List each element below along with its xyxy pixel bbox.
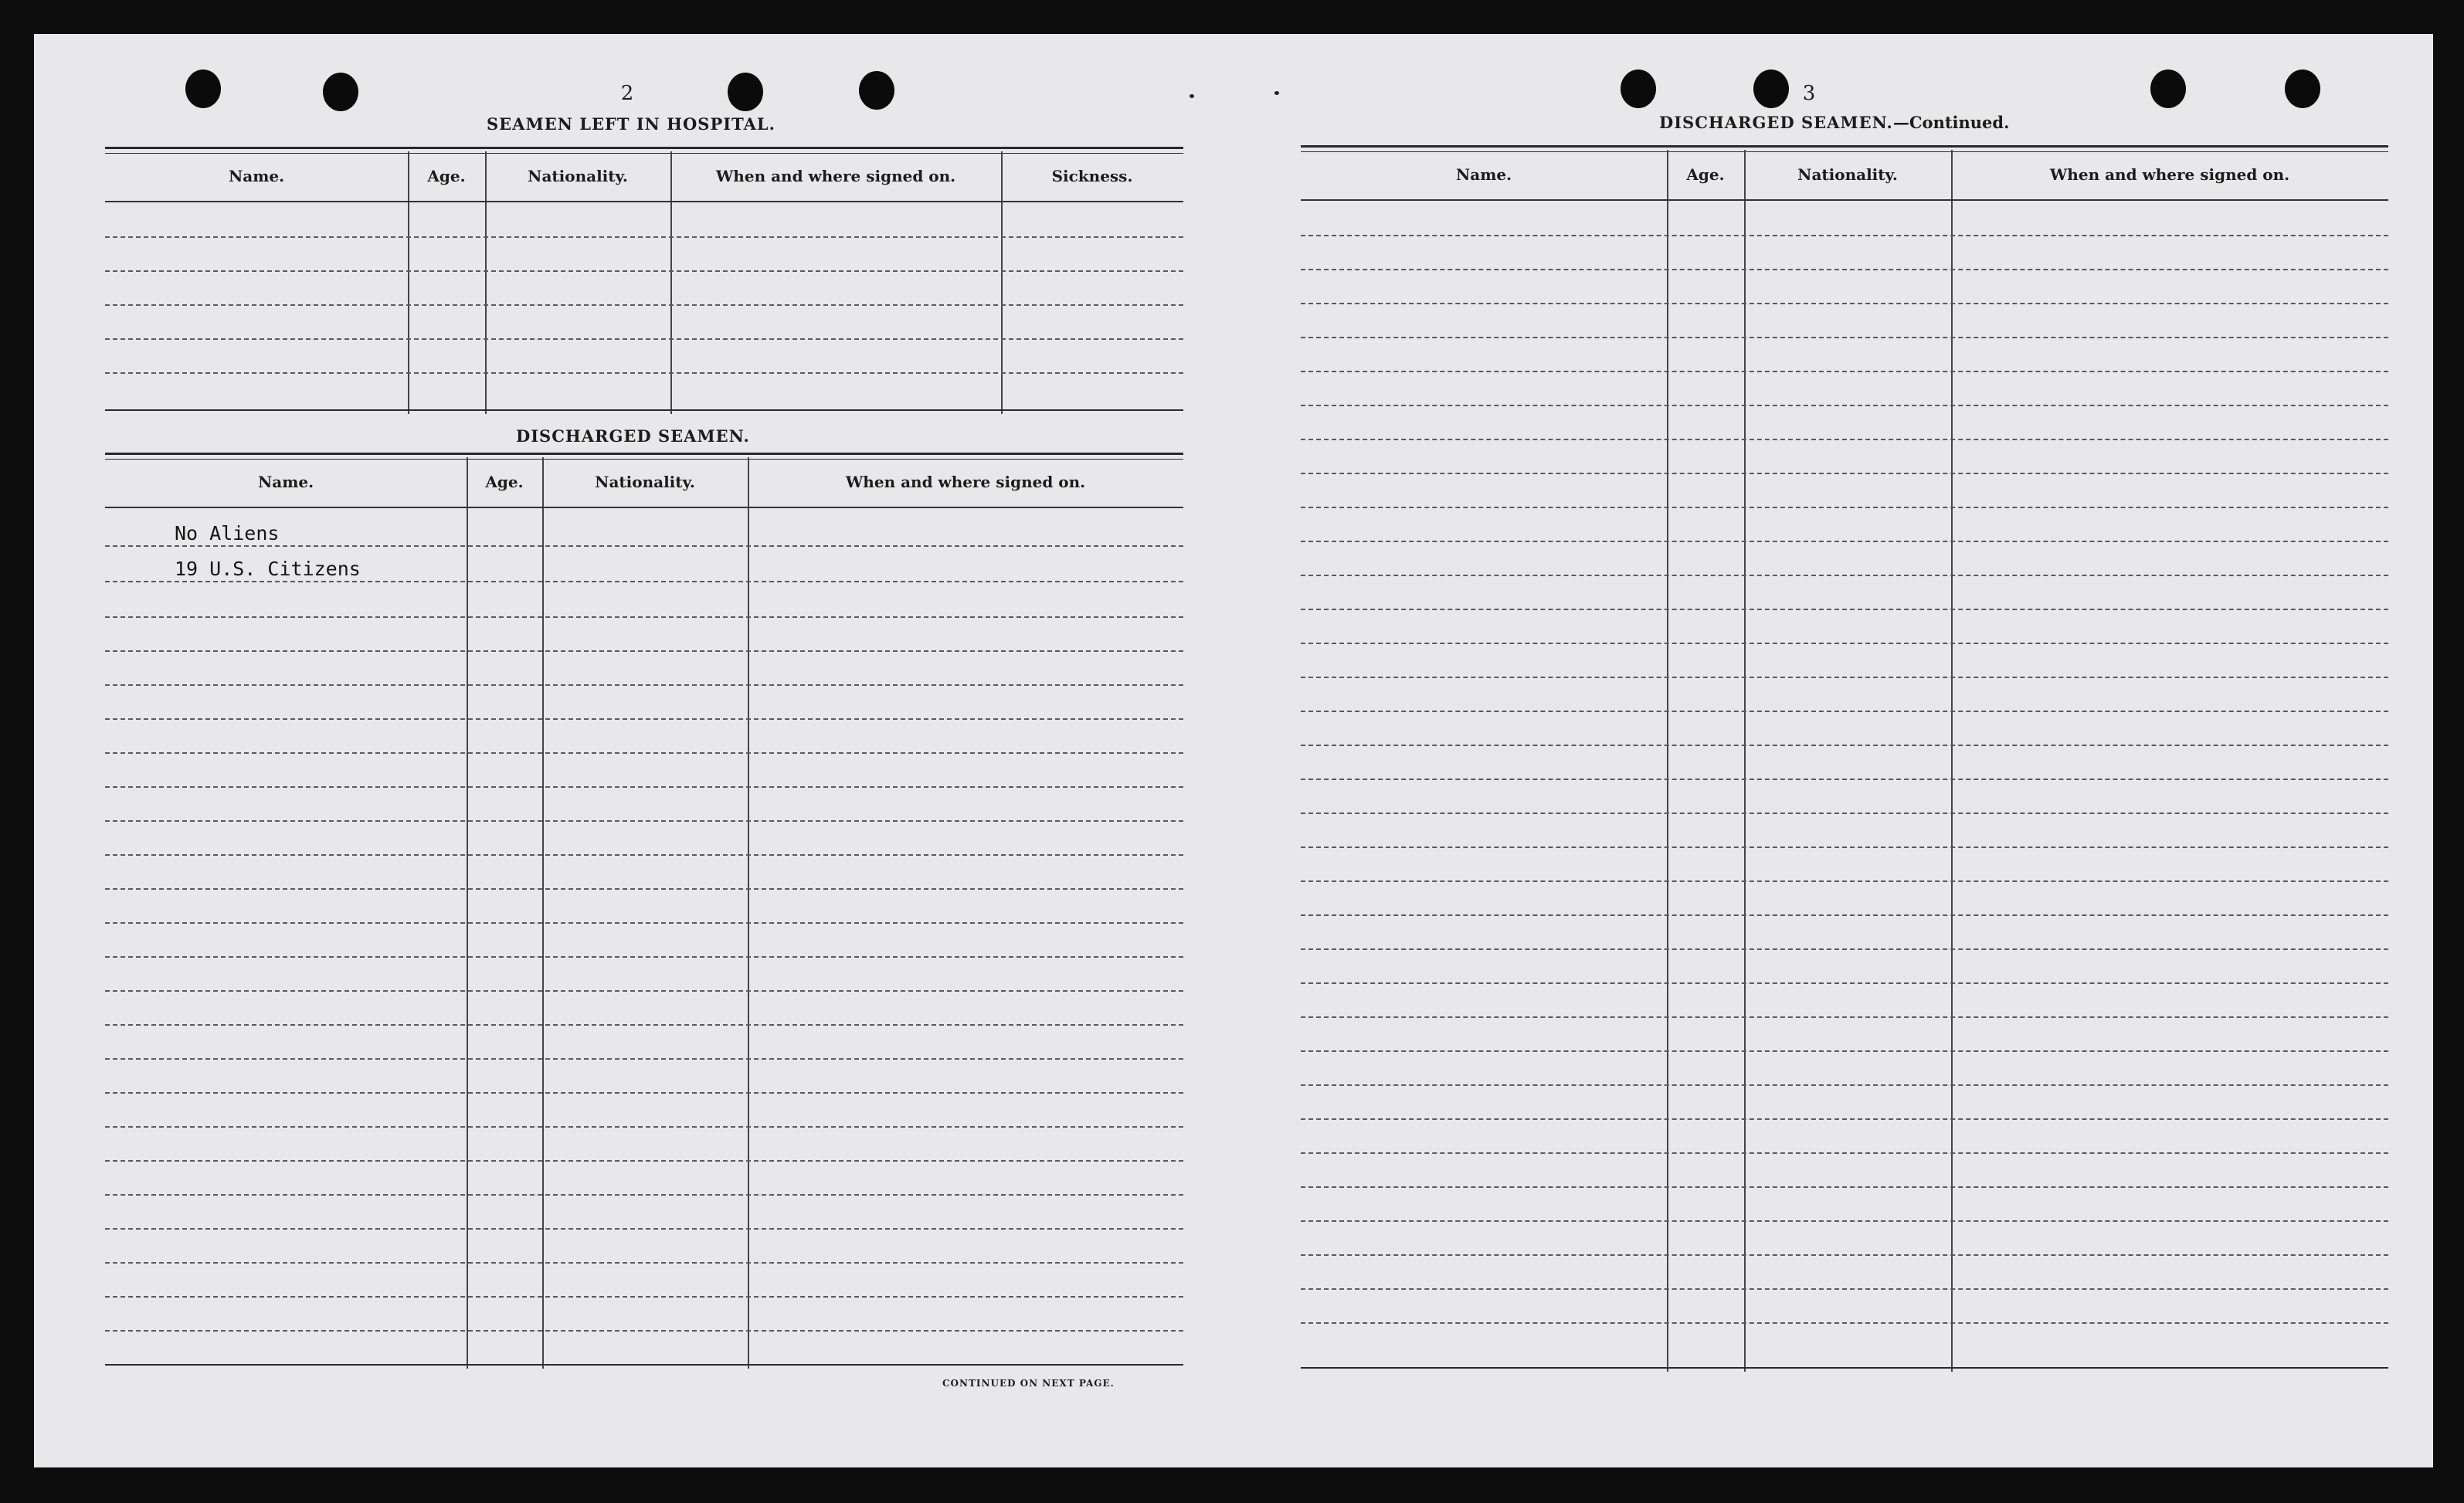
row-line — [105, 1194, 1183, 1196]
row-line — [1301, 1084, 2388, 1086]
row-line — [105, 1126, 1183, 1128]
column-divider — [542, 457, 544, 1369]
row-line — [1301, 677, 2388, 678]
row-line — [105, 616, 1183, 618]
column-header-name: Name. — [228, 167, 285, 185]
row-line — [1301, 439, 2388, 440]
column-header-sickness: Sickness. — [1051, 167, 1133, 185]
header-rule — [105, 507, 1183, 508]
row-line — [105, 854, 1183, 856]
header-rule — [1301, 199, 2388, 201]
page-number-left: 2 — [620, 82, 634, 105]
row-line — [105, 650, 1183, 652]
row-line — [1301, 1186, 2388, 1188]
row-line — [1301, 473, 2388, 474]
row-line — [105, 956, 1183, 958]
row-line — [1301, 337, 2388, 338]
row-line — [1301, 914, 2388, 916]
column-header-name: Name. — [1455, 165, 1512, 184]
row-line — [1301, 745, 2388, 746]
row-line — [105, 581, 1183, 582]
column-header-signed-on: When and where signed on. — [2049, 165, 2290, 184]
row-line — [1301, 269, 2388, 270]
hospital-section-title: SEAMEN LEFT IN HOSPITAL. — [487, 114, 776, 134]
row-line — [105, 922, 1183, 924]
row-line — [1301, 1016, 2388, 1018]
column-divider — [467, 457, 468, 1369]
column-header-signed-on: When and where signed on. — [715, 167, 956, 185]
typed-entry: 19 U.S. Citizens — [175, 558, 361, 580]
page-number-right: 3 — [1802, 82, 1816, 105]
punch-hole — [2285, 70, 2320, 108]
row-line — [1301, 235, 2388, 236]
column-divider — [485, 151, 487, 414]
row-line — [1301, 880, 2388, 882]
row-line — [1301, 1050, 2388, 1052]
row-line — [105, 372, 1183, 374]
row-line — [105, 1160, 1183, 1162]
row-line — [1301, 1220, 2388, 1222]
punch-hole — [859, 71, 894, 110]
row-line — [1301, 1288, 2388, 1290]
row-line — [105, 786, 1183, 788]
header-rule — [105, 201, 1183, 202]
row-line — [1301, 711, 2388, 712]
row-line — [105, 270, 1183, 272]
row-line — [105, 684, 1183, 686]
discharged-continued-title-suffix: —Continued. — [1892, 113, 2010, 132]
punch-hole — [728, 73, 763, 111]
column-divider — [1001, 151, 1003, 414]
column-divider — [1667, 150, 1668, 1372]
row-line — [105, 1228, 1183, 1230]
row-line — [1301, 982, 2388, 984]
column-header-nationality: Nationality. — [1797, 165, 1898, 184]
column-divider — [1951, 150, 1953, 1372]
column-header-age: Age. — [1686, 165, 1725, 184]
punch-hole — [2150, 70, 2186, 108]
row-line — [1301, 1254, 2388, 1256]
typed-entry: No Aliens — [175, 522, 280, 545]
column-divider — [408, 151, 409, 414]
column-header-signed-on: When and where signed on. — [845, 473, 1086, 491]
speck — [1190, 94, 1194, 98]
column-header-name: Name. — [257, 473, 314, 491]
punch-hole — [323, 73, 358, 111]
column-divider — [1744, 150, 1746, 1372]
row-line — [1301, 779, 2388, 780]
column-header-nationality: Nationality. — [528, 167, 628, 185]
row-line — [105, 1330, 1183, 1332]
discharged-continued-title-main: DISCHARGED SEAMEN. — [1659, 113, 1893, 132]
row-line — [1301, 1322, 2388, 1324]
punch-hole — [1621, 70, 1656, 108]
row-line — [1301, 643, 2388, 644]
table-bottom-rule — [105, 409, 1183, 411]
table-top-rule — [105, 147, 1183, 154]
row-line — [1301, 813, 2388, 814]
row-line — [105, 990, 1183, 992]
hospital-table — [105, 147, 1183, 417]
punch-hole — [1753, 70, 1789, 108]
row-line — [105, 1296, 1183, 1298]
discharged-section-title: DISCHARGED SEAMEN. — [516, 426, 750, 446]
row-line — [1301, 948, 2388, 950]
row-line — [105, 1262, 1183, 1264]
row-line — [105, 1024, 1183, 1026]
row-line — [1301, 405, 2388, 406]
discharged-continued-title — [1659, 113, 2009, 132]
row-line — [1301, 507, 2388, 508]
row-line — [105, 236, 1183, 238]
continued-note: CONTINUED ON NEXT PAGE. — [942, 1378, 1115, 1389]
ledger-sheet — [34, 34, 2433, 1467]
column-header-nationality: Nationality. — [595, 473, 695, 491]
row-line — [1301, 609, 2388, 610]
row-line — [105, 752, 1183, 754]
row-line — [1301, 575, 2388, 576]
row-line — [105, 1058, 1183, 1060]
row-line — [105, 304, 1183, 306]
row-line — [1301, 1152, 2388, 1154]
table-bottom-rule — [1301, 1367, 2388, 1369]
row-line — [105, 718, 1183, 720]
row-line — [1301, 1118, 2388, 1120]
speck — [1274, 91, 1279, 95]
discharged-table-left — [105, 453, 1183, 1410]
column-divider — [670, 151, 672, 414]
column-header-age: Age. — [427, 167, 466, 185]
table-top-rule — [1301, 145, 2388, 152]
row-line — [1301, 371, 2388, 372]
row-line — [1301, 541, 2388, 542]
column-header-age: Age. — [485, 473, 524, 491]
table-top-rule — [105, 453, 1183, 460]
column-divider — [748, 457, 749, 1369]
punch-hole — [185, 70, 221, 108]
discharged-table-right — [1301, 145, 2388, 1412]
row-line — [105, 1092, 1183, 1094]
row-line — [105, 545, 1183, 547]
row-line — [105, 888, 1183, 890]
row-line — [1301, 846, 2388, 848]
row-line — [1301, 303, 2388, 304]
table-bottom-rule — [105, 1364, 1183, 1366]
row-line — [105, 338, 1183, 340]
row-line — [105, 820, 1183, 822]
